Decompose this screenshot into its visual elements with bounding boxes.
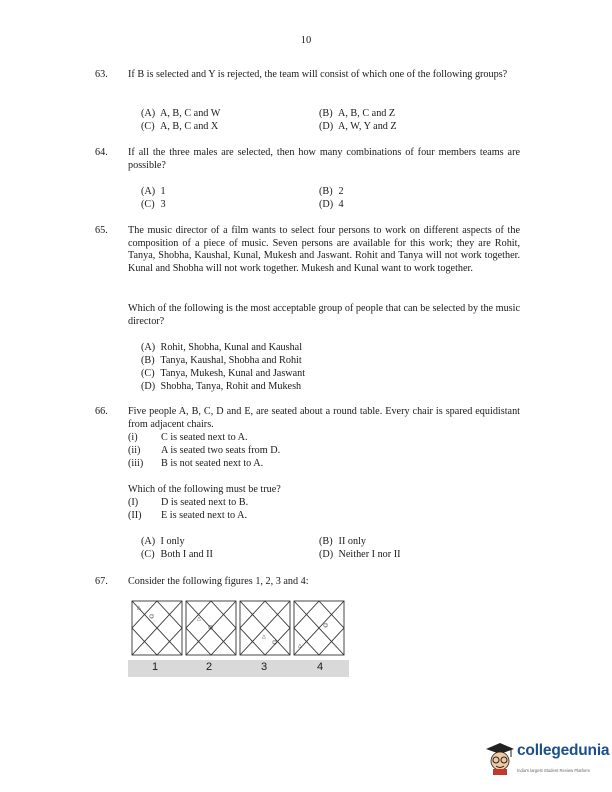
smile-symbol: ☺ [323, 623, 329, 629]
option-b: (B) II only [319, 536, 366, 547]
brand-name: collegedunia [517, 742, 610, 759]
question-text: Consider the following figures 1, 2, 3 and 4: [128, 576, 309, 587]
question-prompt: Which of the following must be true? [128, 484, 281, 495]
triangle-symbol: △ [197, 616, 201, 622]
option-b: (B) 2 [319, 186, 344, 197]
condition-item: (i) C is seated next to A. [128, 432, 248, 443]
option-c: (C) Both I and II [141, 549, 213, 560]
page-number: 10 [300, 35, 312, 46]
figure-label-4: 4 [317, 661, 324, 673]
statement-item: (II) E is seated next to A. [128, 510, 248, 521]
statement-item: (I) D is seated next to B. [128, 497, 249, 508]
triangle-symbol: △ [262, 634, 266, 640]
option-b: (B) A, B, C and Z [319, 108, 396, 119]
option-b: (B) Tanya, Kaushal, Shobha and Rohit [141, 355, 302, 366]
option-d: (D) Neither I nor II [319, 549, 401, 560]
question-prompt: Which of the following is the most acceptable group of people that can be selected by the music director? [128, 303, 520, 327]
smile-symbol: ☺ [149, 614, 155, 620]
option-c: (C) Tanya, Mukesh, Kunal and Jaswant [141, 368, 306, 379]
option-d: (D) Shobha, Tanya, Rohit and Mukesh [141, 381, 302, 392]
question-text: If all the three males are selected, then how many combinations of four members teams are possible? [128, 147, 520, 171]
figures-1-4 [128, 598, 349, 660]
question-number: 66. [95, 406, 108, 417]
question-number: 67. [95, 576, 108, 587]
option-a: (A) 1 [141, 186, 166, 197]
triangle-symbol: △ [137, 605, 141, 611]
option-a: (A) A, B, C and W [141, 108, 221, 119]
question-text: The music director of a film wants to select four persons to work on different aspects of the composition of a piece of music. Seven persons are available for this work; they are Rohit, Tanya, Shobha, Kaushal, Kunal, Mukesh and Jaswant. Rohit and Tanya will not work together. Kunal and Shobha will not work together. Mukesh and Kunal want to work together. [128, 225, 520, 274]
smile-symbol: ☺ [272, 640, 278, 646]
figure-3 [240, 601, 290, 655]
question-number: 64. [95, 147, 108, 158]
triangle-symbol: △ [298, 643, 302, 649]
option-a: (A) Rohit, Shobha, Kunal and Kaushal [141, 342, 303, 353]
figure-label-1: 1 [152, 661, 159, 673]
smile-symbol: ☺ [208, 625, 214, 631]
brand-tagline: India's largest Student Review Platform [517, 768, 590, 773]
condition-item: (iii) B is not seated next to A. [128, 458, 264, 469]
question-number: 65. [95, 225, 108, 236]
option-c: (C) 3 [141, 199, 166, 210]
option-c: (C) A, B, C and X [141, 121, 219, 132]
condition-item: (ii) A is seated two seats from D. [128, 445, 281, 456]
option-d: (D) 4 [319, 199, 344, 210]
figure-label-2: 2 [206, 661, 213, 673]
option-a: (A) I only [141, 536, 185, 547]
figure-panel [128, 598, 349, 677]
question-number: 63. [95, 69, 108, 80]
option-d: (D) A, W, Y and Z [319, 121, 397, 132]
mascot-icon [484, 741, 516, 775]
question-text: Five people A, B, C, D and E, are seated about a round table. Every chair is spared equidistant from adjacent chairs. [128, 406, 520, 430]
question-text: If B is selected and Y is rejected, the team will consist of which one of the following groups? [128, 69, 508, 80]
figure-label-3: 3 [261, 661, 268, 673]
